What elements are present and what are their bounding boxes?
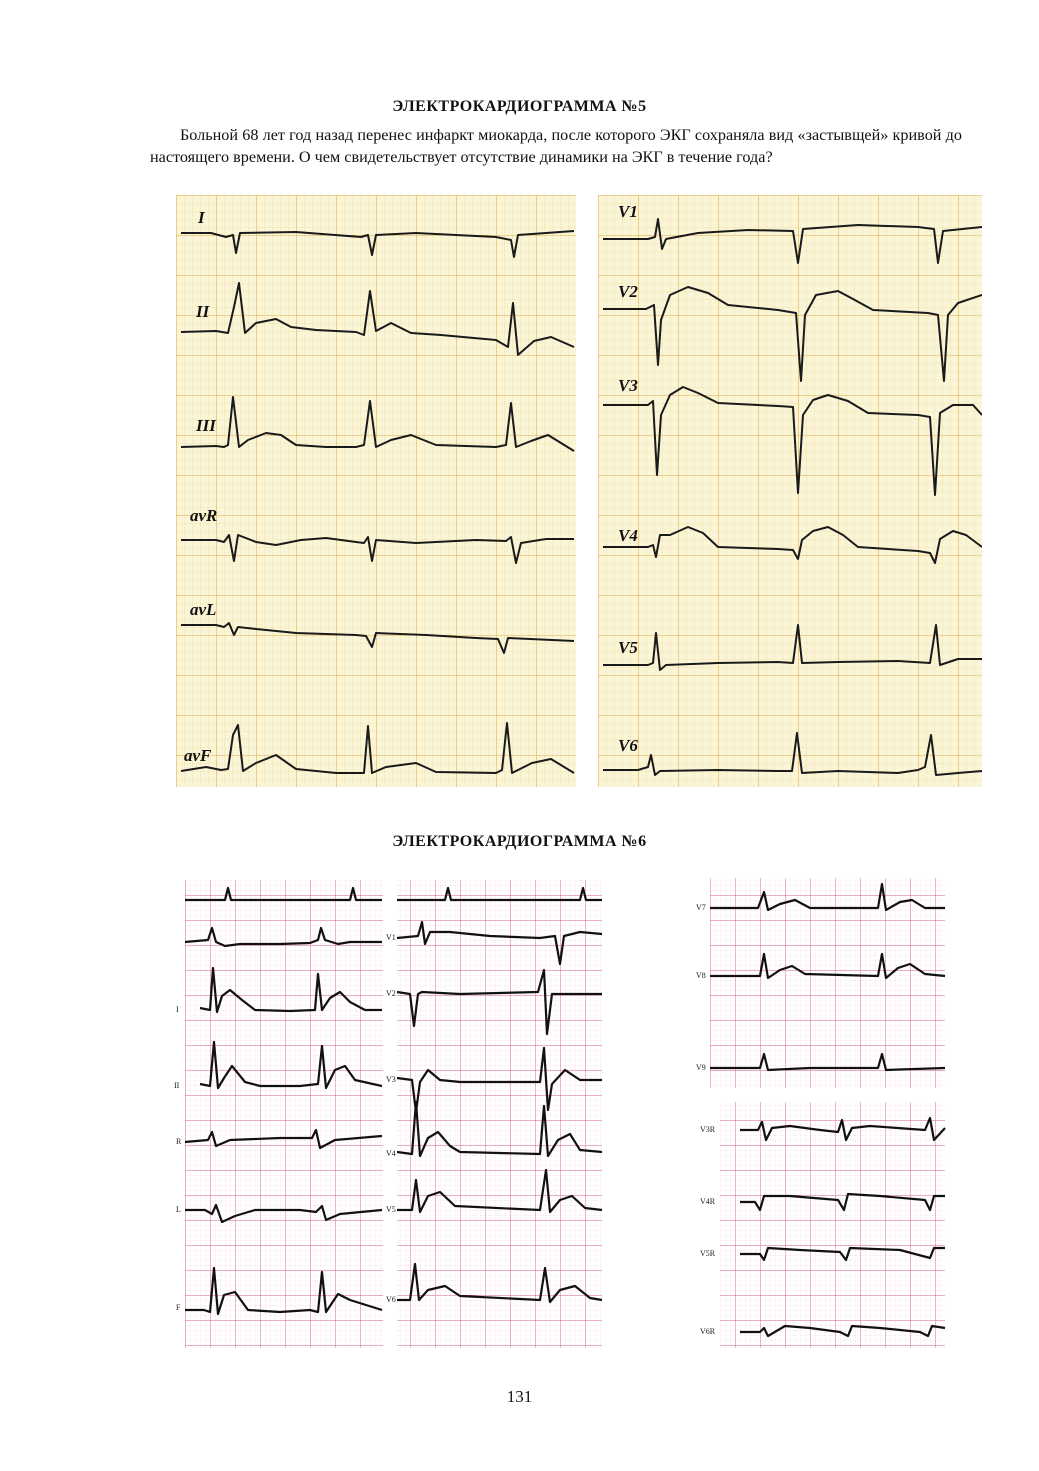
ecg5-title: ЭЛЕКТРОКАРДИОГРАММА №5 — [392, 98, 647, 115]
lead-label-III: III — [196, 416, 216, 435]
lead6-label-V5R: V5R — [700, 1249, 716, 1258]
lead6-label-L: L — [176, 1205, 181, 1214]
lead6-label-V6: V6 — [386, 1295, 396, 1304]
lead-label-avL: avL — [190, 600, 217, 619]
lead6-label-V6R: V6R — [700, 1327, 716, 1336]
ecg6-panels — [160, 870, 960, 1350]
lead6-label-V1: V1 — [386, 933, 396, 942]
ecg6-title: ЭЛЕКТРОКАРДИОГРАММА №6 — [392, 833, 647, 850]
lead-label-avR: avR — [190, 506, 218, 525]
lead6-label-V8: V8 — [696, 971, 706, 980]
lead6-label-V7: V7 — [696, 903, 706, 912]
lead6-label-V5: V5 — [386, 1205, 396, 1214]
lead6-label-V4R: V4R — [700, 1197, 716, 1206]
lead-label-V2: V2 — [618, 282, 638, 301]
ecg5-right-panel — [598, 195, 982, 787]
lead6-label-II: II — [174, 1081, 180, 1090]
lead-label-II: II — [196, 302, 210, 321]
lead-label-V1: V1 — [618, 202, 638, 221]
lead6-label-V9: V9 — [696, 1063, 706, 1072]
lead-label-V6: V6 — [618, 736, 638, 755]
lead-label-V5: V5 — [618, 638, 638, 657]
lead6-label-V4: V4 — [386, 1149, 396, 1158]
lead-label-V4: V4 — [618, 526, 638, 545]
page-number: 131 — [506, 1387, 533, 1406]
lead6-label-V2: V2 — [386, 989, 396, 998]
lead6-label-F: F — [176, 1303, 181, 1312]
lead-label-V3: V3 — [618, 376, 638, 395]
ecg5-left-panel — [176, 195, 576, 787]
ecg5-question: Больной 68 лет год назад перенес инфаркт миокарда, после которого ЭКГ сохраняла вид «застывщей» кривой до настоящего времени. О чем свидетельствует отсутствие динамики на ЭКГ в течение года? — [150, 126, 962, 166]
lead-label-I: I — [198, 208, 205, 227]
lead6-label-V3: V3 — [386, 1075, 396, 1084]
lead-label-avF: avF — [184, 746, 212, 765]
lead6-label-I: I — [176, 1005, 179, 1014]
lead6-label-R: R — [176, 1137, 182, 1146]
lead6-label-V3R: V3R — [700, 1125, 716, 1134]
